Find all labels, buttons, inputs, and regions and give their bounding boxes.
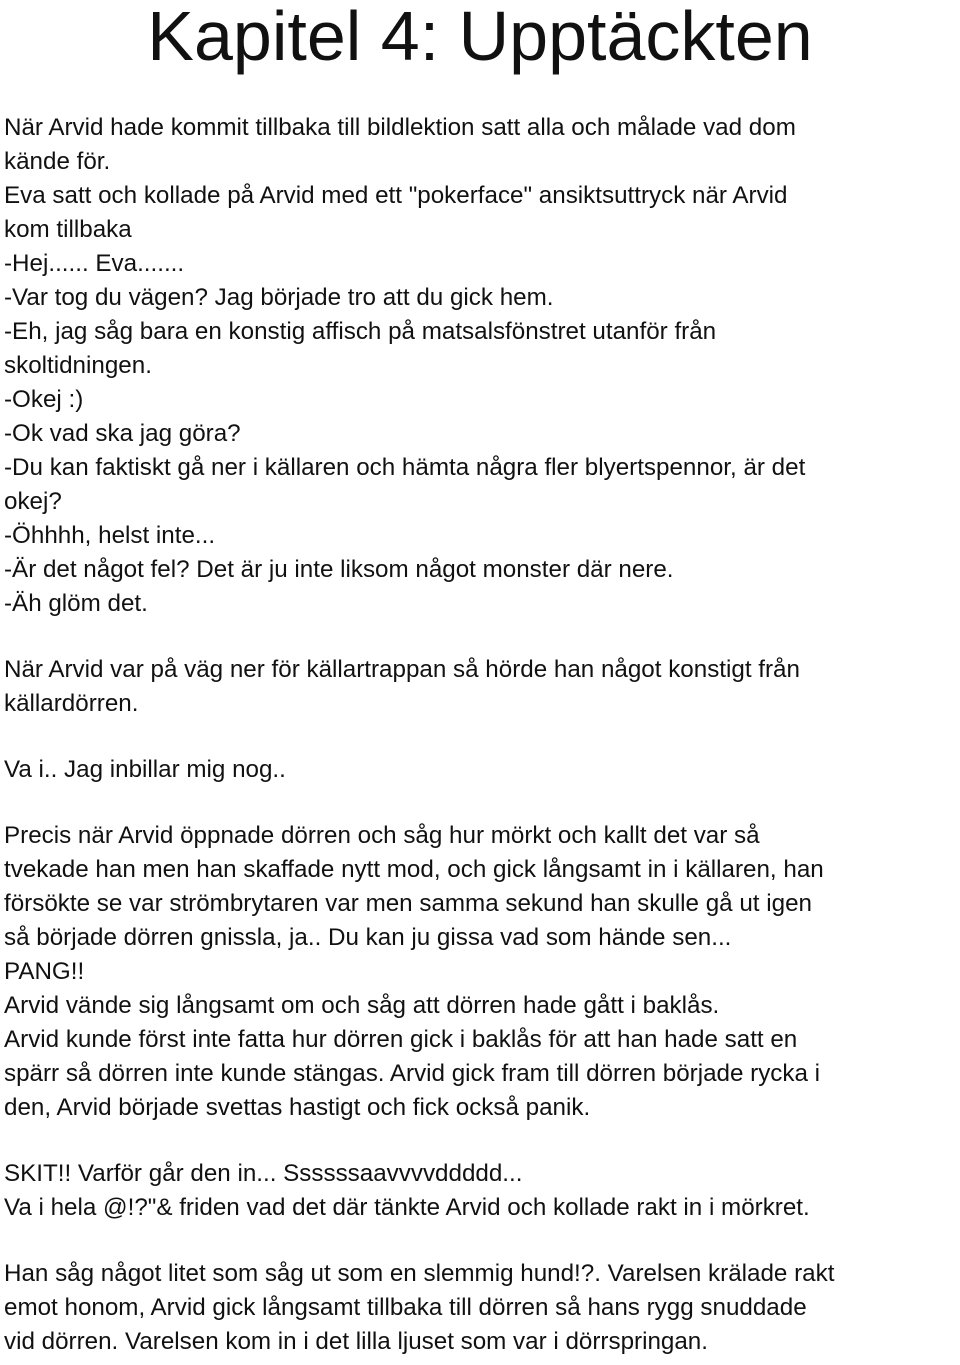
text-line: vid dörren. Varelsen kom in i det lilla ljuset som var i dörrspringan. — [4, 1328, 708, 1355]
text-line: spärr så dörren inte kunde stängas. Arvid gick fram till dörren började rycka i — [4, 1060, 821, 1087]
text-line: -Var tog du vägen? Jag började tro att du gick hem. — [4, 284, 554, 311]
text-line: Arvid kunde först inte fatta hur dörren gick i baklås för att han hade satt en — [4, 1026, 798, 1053]
text-line: okej? — [4, 488, 62, 515]
paragraph — [4, 1157, 954, 1225]
paragraph — [4, 653, 954, 721]
text-line: källardörren. — [4, 690, 139, 717]
paragraph — [4, 1257, 954, 1359]
paragraph — [4, 111, 954, 621]
text-line: kände för. — [4, 148, 111, 175]
text-line: -Är det något fel? Det är ju inte liksom något monster där nere. — [4, 556, 674, 583]
text-line: Han såg något litet som såg ut som en slemmig hund!?. Varelsen krälade rakt — [4, 1260, 835, 1287]
text-line: -Eh, jag såg bara en konstig affisch på matsalsfönstret utanför från — [4, 318, 717, 345]
text-line: När Arvid hade kommit tillbaka till bildlektion satt alla och målade vad dom — [4, 114, 796, 141]
paragraph-gap — [4, 621, 954, 653]
text-line: -Okej :) — [4, 386, 84, 413]
paragraph — [4, 819, 954, 1125]
text-line: Va i hela @!?"& friden vad det där tänkte Arvid och kollade rakt in i mörkret. — [4, 1194, 810, 1221]
text-line: När Arvid var på väg ner för källartrappan så hörde han något konstigt från — [4, 656, 800, 683]
text-line: emot honom, Arvid gick långsamt tillbaka till dörren så hans rygg snuddade — [4, 1294, 807, 1321]
text-line: PANG!! — [4, 958, 85, 985]
text-line: den, Arvid började svettas hastigt och fick också panik. — [4, 1094, 591, 1121]
text-line: kom tillbaka — [4, 216, 132, 243]
text-line: -Äh glöm det. — [4, 590, 148, 617]
text-line: Arvid vände sig långsamt om och såg att dörren hade gått i baklås. — [4, 992, 720, 1019]
chapter-body — [4, 111, 954, 1359]
chapter-title: Kapitel 4: Upptäckten — [147, 0, 813, 75]
text-line: Va i.. Jag inbillar mig nog.. — [4, 756, 286, 783]
paragraph — [4, 753, 954, 787]
paragraph-gap — [4, 1225, 954, 1257]
text-line: -Öhhhh, helst inte... — [4, 522, 216, 549]
paragraph-gap — [4, 721, 954, 753]
text-line: så började dörren gnissla, ja.. Du kan ju gissa vad som hände sen... — [4, 924, 732, 951]
text-line: Eva satt och kollade på Arvid med ett "pokerface" ansiktsuttryck när Arvid — [4, 182, 788, 209]
text-line: -Hej...... Eva....... — [4, 250, 185, 277]
text-line: försökte se var strömbrytaren var men samma sekund han skulle gå ut igen — [4, 890, 812, 917]
text-line: SKIT!! Varför går den in... Ssssssaavvvvddddd... — [4, 1160, 523, 1187]
text-line: -Du kan faktiskt gå ner i källaren och hämta några fler blyertspennor, är det — [4, 454, 806, 481]
text-line: tvekade han men han skaffade nytt mod, och gick långsamt in i källaren, han — [4, 856, 824, 883]
paragraph-gap — [4, 1125, 954, 1157]
paragraph-gap — [4, 787, 954, 819]
text-line: -Ok vad ska jag göra? — [4, 420, 241, 447]
text-line: skoltidningen. — [4, 352, 152, 379]
text-line: Precis när Arvid öppnade dörren och såg hur mörkt och kallt det var så — [4, 822, 760, 849]
